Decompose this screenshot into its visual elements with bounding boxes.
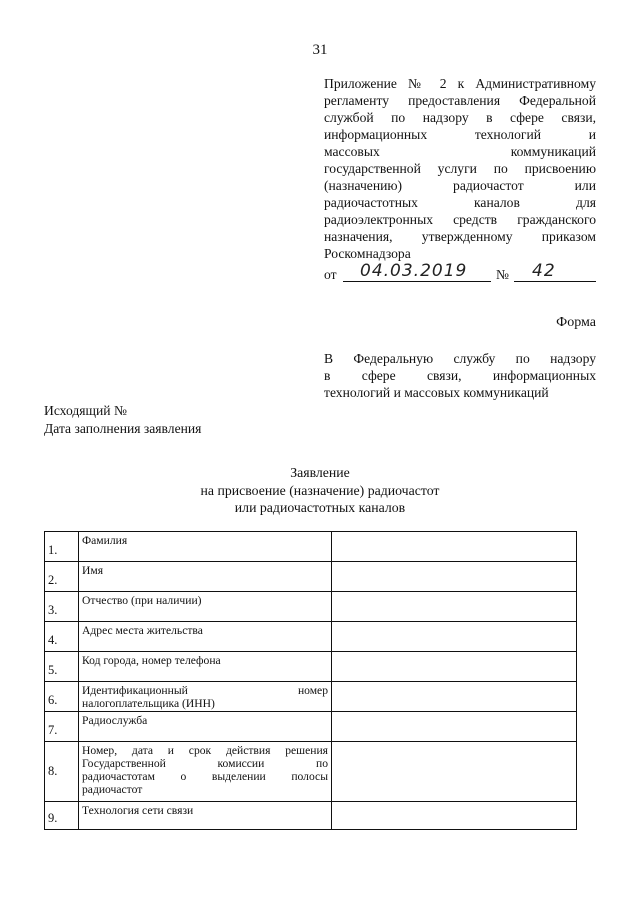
form-label: Форма (556, 315, 596, 330)
appendix-line: Роскомнадзора (324, 246, 411, 261)
outgoing-number-label: Исходящий № (44, 403, 127, 418)
table-row (45, 712, 577, 742)
addressee-line: технологий и массовых коммуникаций (324, 385, 549, 400)
addressee-line: в сфере связи, информационных (324, 368, 596, 383)
table-row (45, 592, 577, 622)
order-date-number-line (324, 263, 596, 285)
row-number: 7. (45, 712, 79, 742)
title-line: или радиочастотных каналов (234, 500, 406, 515)
appendix-line: государственной услуги по присвоению (324, 161, 596, 176)
appendix-line: массовых коммуникаций (324, 144, 596, 159)
row-label: Радиослужба (79, 712, 332, 742)
page-number: 31 (312, 42, 328, 58)
row-number: 4. (45, 622, 79, 652)
row-number: 9. (45, 802, 79, 830)
appendix-header (324, 75, 596, 262)
number-label: № (496, 267, 509, 282)
row-label: Код города, номер телефона (79, 652, 332, 682)
appendix-line: Приложение № 2 к Административному (324, 76, 596, 91)
title-line: Заявление (290, 465, 350, 480)
handwritten-number: 42 (532, 261, 556, 281)
row-label: Отчество (при наличии) (79, 592, 332, 622)
date-underline (343, 281, 491, 282)
row-value-cell[interactable] (332, 532, 577, 562)
addressee-line: В Федеральную службу по надзору (324, 351, 596, 366)
row-number: 3. (45, 592, 79, 622)
appendix-line: регламенту предоставления Федеральной (324, 93, 596, 108)
row-value-cell[interactable] (332, 652, 577, 682)
outgoing-block (44, 402, 201, 438)
row-label: Фамилия (79, 532, 332, 562)
application-table (44, 531, 577, 830)
document-title (0, 464, 640, 517)
row-value-cell[interactable] (332, 712, 577, 742)
row-value-cell[interactable] (332, 742, 577, 802)
row-label: Технология сети связи (79, 802, 332, 830)
row-label: Адрес места жительства (79, 622, 332, 652)
row-number: 8. (45, 742, 79, 802)
row-label: Имя (79, 562, 332, 592)
table-row (45, 532, 577, 562)
table-row (45, 742, 577, 802)
addressee (324, 350, 596, 401)
handwritten-date: 04.03.2019 (360, 261, 468, 281)
title-line: на присвоение (назначение) радиочастот (200, 482, 440, 498)
row-value-cell[interactable] (332, 592, 577, 622)
appendix-line: (назначению) радиочастот или (324, 178, 596, 193)
appendix-line: радиоэлектронных средств гражданского (324, 212, 596, 227)
row-number: 6. (45, 682, 79, 712)
appendix-line: информационных технологий и (324, 127, 596, 142)
fill-date-label: Дата заполнения заявления (44, 421, 202, 436)
row-value-cell[interactable] (332, 562, 577, 592)
from-label: от (324, 267, 337, 282)
row-label: Номер, дата и срок действия решения Государственной комиссии по радиочастотам о выделении полосы радиочастот (79, 742, 332, 802)
row-number: 2. (45, 562, 79, 592)
table-row (45, 652, 577, 682)
table-row (45, 682, 577, 712)
table-row (45, 562, 577, 592)
number-underline (514, 281, 596, 282)
row-value-cell[interactable] (332, 682, 577, 712)
appendix-line: радиочастотных каналов для (324, 195, 596, 210)
table-row (45, 622, 577, 652)
appendix-line: службой по надзору в сфере связи, (324, 110, 596, 125)
appendix-line: назначения, утвержденному приказом (324, 229, 596, 244)
row-label: Идентификационный номер налогоплательщика (ИНН) (79, 682, 332, 712)
table-row (45, 802, 577, 830)
row-value-cell[interactable] (332, 802, 577, 830)
row-value-cell[interactable] (332, 622, 577, 652)
row-number: 1. (45, 532, 79, 562)
row-number: 5. (45, 652, 79, 682)
